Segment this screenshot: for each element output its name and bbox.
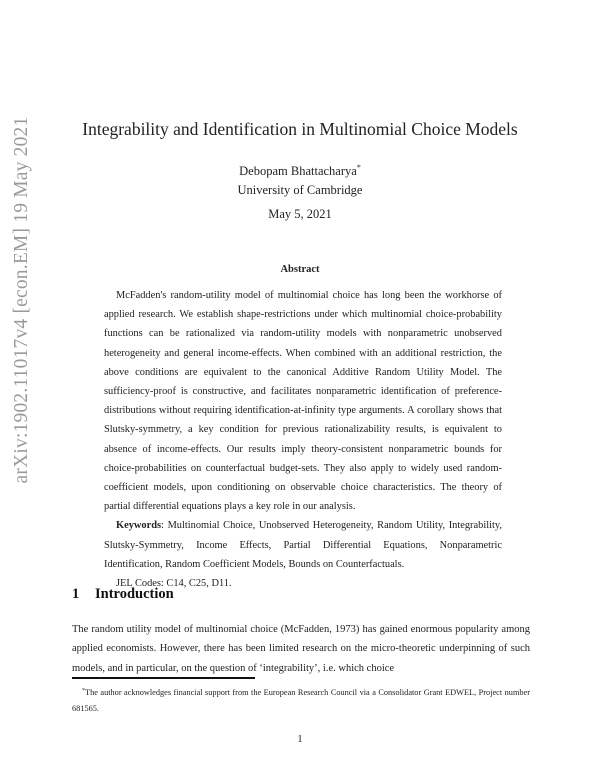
footnote-rule	[72, 677, 255, 679]
keywords-list: : Multinomial Choice, Unobserved Heterogeneity, Random Utility, Integrability, Slutsky-Symmetry, Income Effects, Partial Differential Equations, Nonparametric Identification, Random Coefficient Models, Bounds on Counterfactuals.	[104, 520, 502, 570]
arxiv-stamp-text: arXiv:1902.11017v4 [econ.EM] 19 May 2021	[11, 116, 32, 484]
abstract-body: McFadden's random-utility model of multinomial choice has long been the workhorse of applied research. We establish shape-restrictions under which multinomial choice-probability functions can be rationalized via random-utility models with nonparametric unobserved heterogeneity and general income-effects. When combined with an additional restriction, the above conditions are equivalent to the canonical Additive Random Utility Model. The sufficiency-proof is constructive, and facilitates nonparametric identification of preference-distributions without requiring identification-at-infinity type arguments. A corollary shows that Slutsky-symmetry, a key condition for previous rationalizability results, is equivalent to absence of income-effects. Our results imply theory-consistent nonparametric bounds for choice-probabilities on counterfactual budget-sets. They also apply to widely used random-coefficient models, upon conditioning on observable choice characteristics. The theory of partial differential equations plays a key role in our analysis.	[104, 290, 502, 513]
keywords	[104, 516, 502, 574]
author-line	[0, 163, 600, 179]
abstract-heading: Abstract	[280, 264, 320, 275]
arxiv-stamp	[2, 0, 42, 600]
jel-codes: JEL Codes: C14, C25, D11.	[116, 578, 232, 590]
paper-date: May 5, 2021	[268, 207, 332, 221]
keywords-label: Keywords	[116, 520, 162, 532]
footnote-text: The author acknowledges financial support from the European Research Council via a Consolidator Grant EDWEL, Project number 681565.	[72, 688, 530, 713]
author-footnote-mark: *	[356, 163, 361, 172]
page-number: 1	[297, 734, 303, 745]
footnote	[72, 683, 530, 717]
introduction-text	[72, 620, 530, 678]
author-name: Debopam Bhattacharya	[239, 164, 357, 178]
section-heading	[72, 586, 174, 603]
section-title: Introduction	[95, 586, 174, 602]
footnote-mark: *	[82, 688, 85, 694]
section-number: 1	[72, 586, 80, 602]
introduction-paragraph: The random utility model of multinomial choice (McFadden, 1973) has gained enormous popularity among applied economists. However, there has been limited research on the micro-theoretic underpinning of such models, and in particular, on the question of ‘integrability’, i.e. which choice	[72, 624, 530, 674]
paper-title: Integrability and Identification in Multinomial Choice Models	[82, 119, 518, 139]
abstract	[104, 286, 502, 593]
author-affiliation: University of Cambridge	[237, 183, 363, 197]
